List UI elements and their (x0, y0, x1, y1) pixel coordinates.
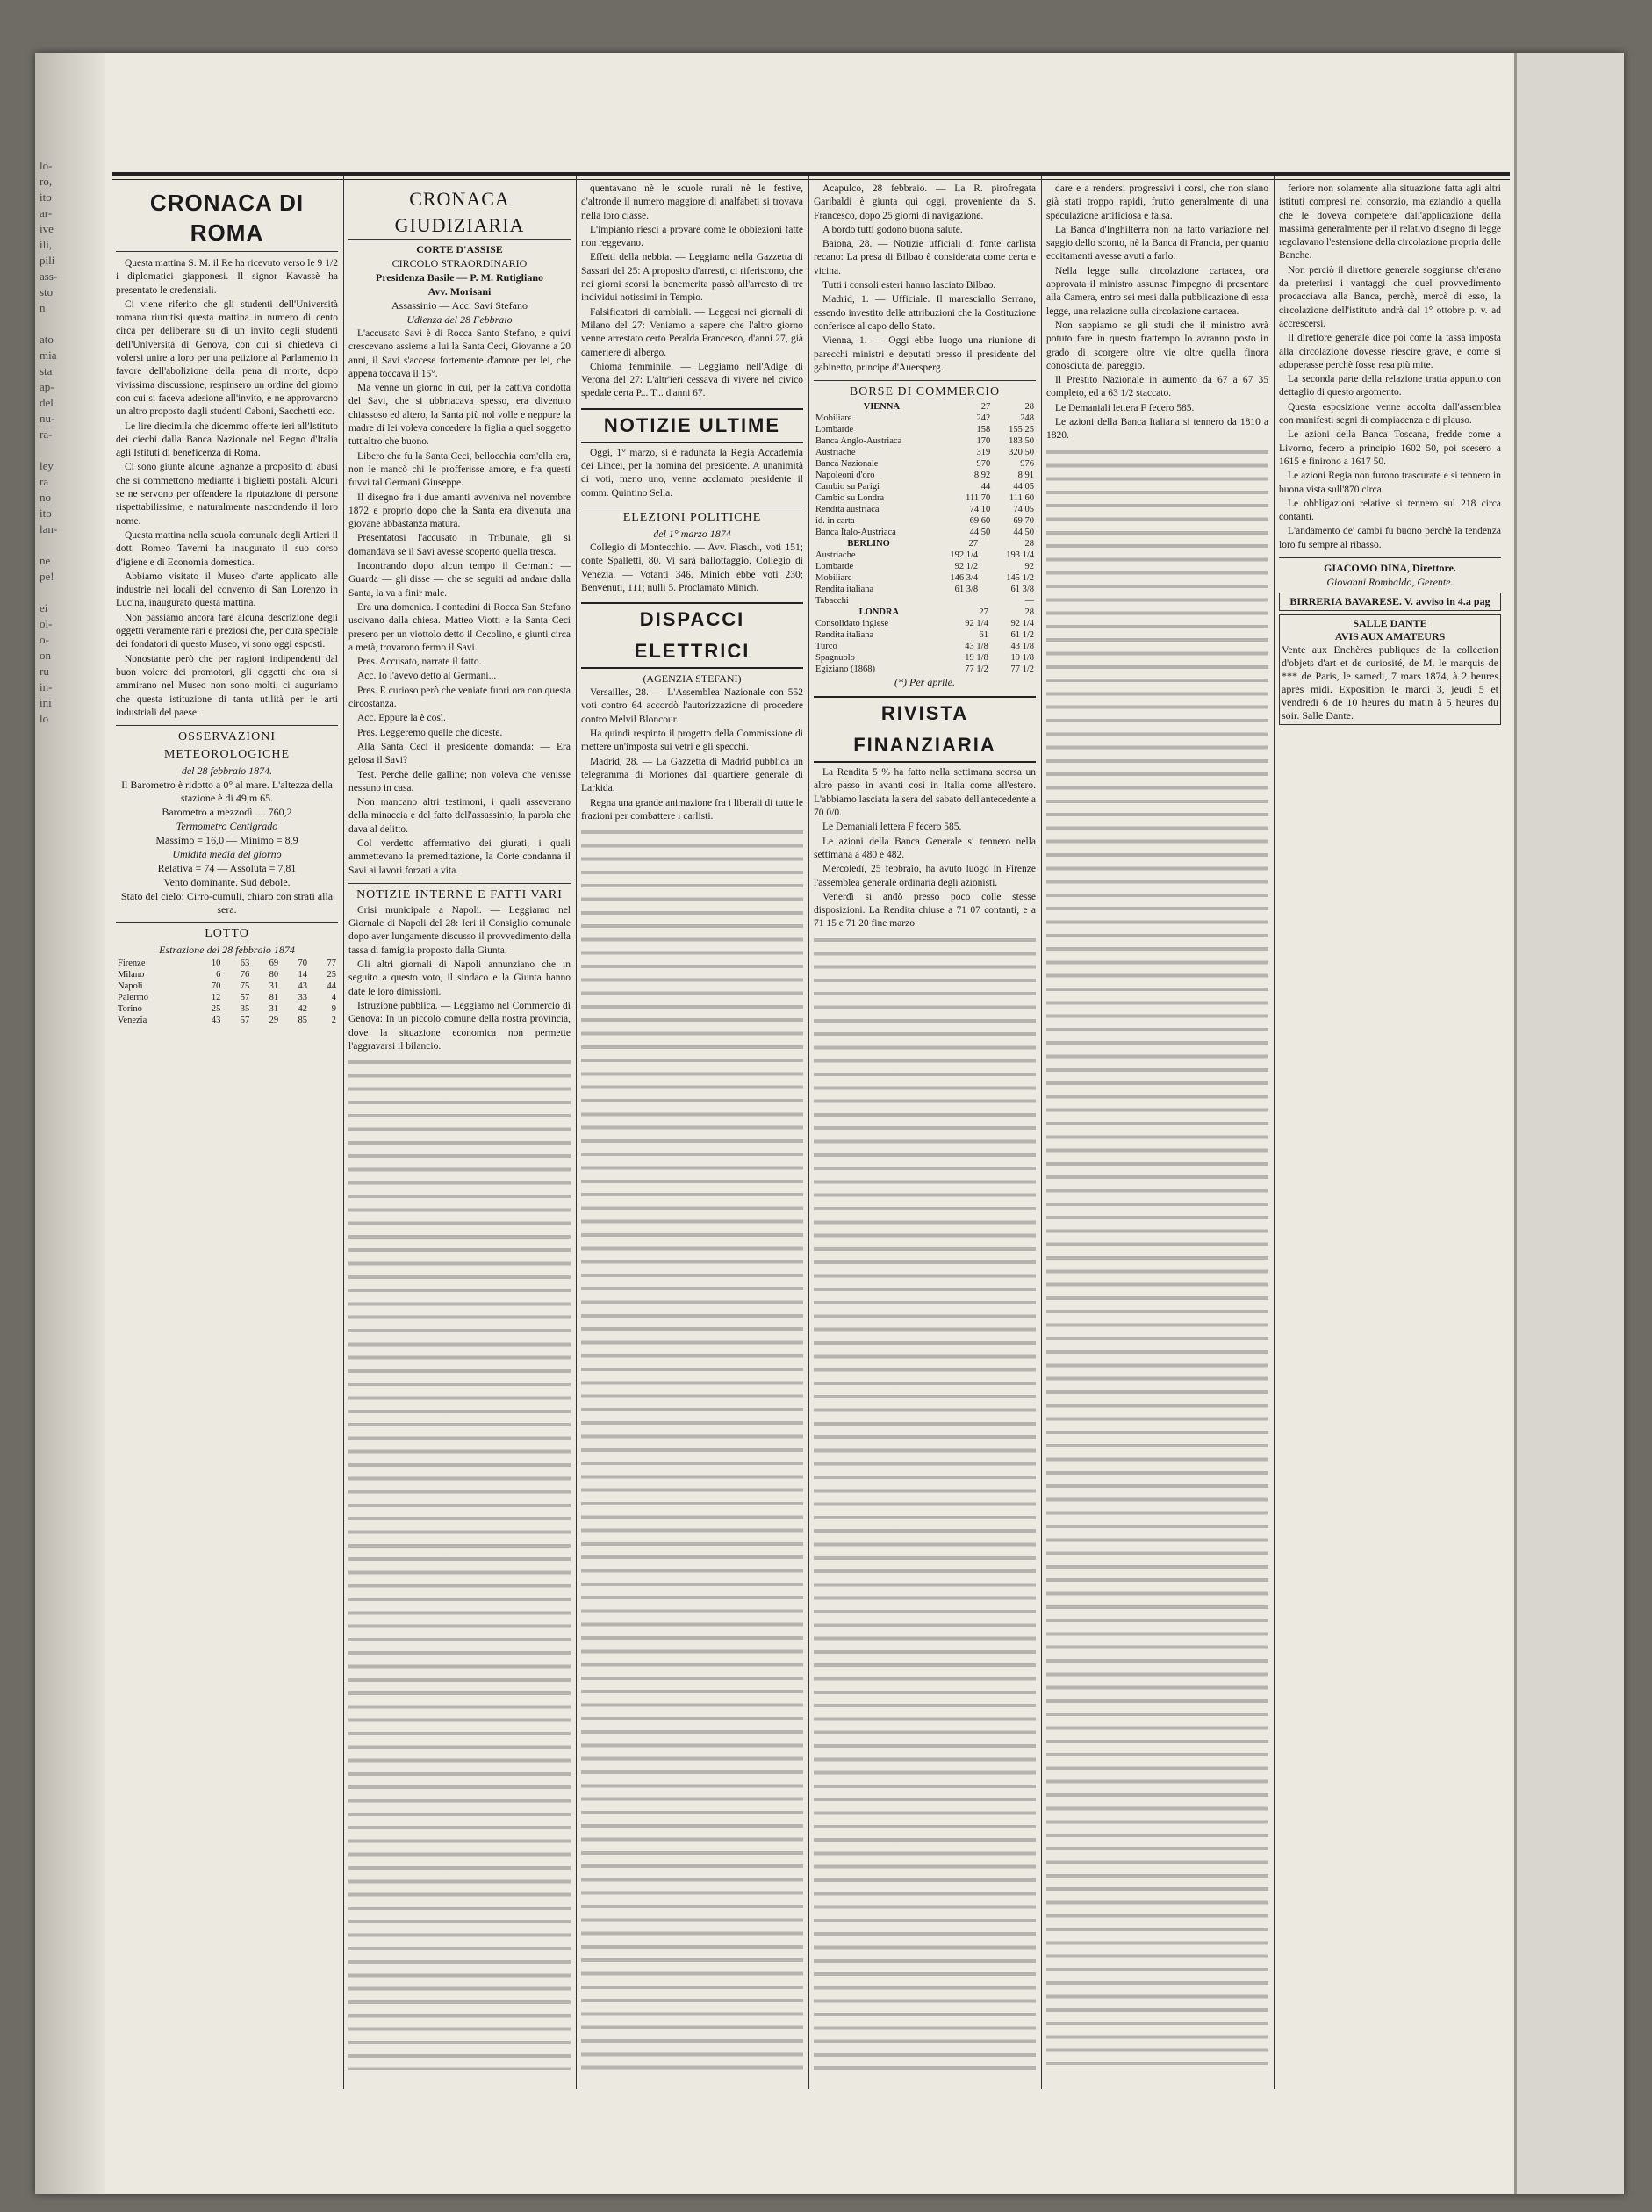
paragraph: Le azioni della Banca Generale si tennero nella settimana a 480 e 482. (814, 836, 1036, 860)
borsa-row (814, 629, 1036, 641)
margin-fragment: ass- (40, 269, 58, 283)
paragraph: Acapulco, 28 febbraio. — La R. pirofregata Garibaldi è giunta qui oggi, proveniente da S. Francesco, dopo 25 giorni di navigazione. (814, 183, 1036, 221)
paragraph: Madrid, 28. — La Gazzetta di Madrid pubblica un telegramma di Moriones dal quartiere generale di Larkida. (581, 756, 803, 794)
lotto-number: 63 (240, 959, 250, 969)
paragraph: Madrid, 1. — Ufficiale. Il maresciallo Serrano, essendo investito delle attribuzioni che la Costituzione conferisce al capo dello Stato. (814, 294, 1036, 332)
paragraph: La seconda parte della relazione tratta appunto con dettaglio di questo argomento. (1279, 374, 1501, 399)
borsa-header-cell: LONDRA (858, 607, 900, 618)
borsa-price: — (1024, 596, 1034, 607)
margin-fragment: ne (40, 554, 51, 567)
lotto-number: 42 (298, 1004, 308, 1015)
borsa-price: 69 60 (969, 516, 991, 527)
borsa-row (814, 584, 1036, 595)
borsa-price: 19 1/8 (1010, 653, 1034, 664)
column-divider (1041, 176, 1042, 2089)
manager-signature: Giovanni Rombaldo, Gerente. (1326, 576, 1454, 589)
rivista-finanziaria-title: RIVISTA FINANZIARIA (814, 696, 1036, 763)
column-news (581, 183, 803, 2070)
borsa-security: Lombarde (815, 425, 854, 435)
borsa-security: Cambio su Parigi (815, 482, 880, 492)
lotto-number: 77 (327, 959, 336, 969)
paragraph: Incontrando dopo alcun tempo il Germani: — Guarda — gli disse — che se seguiti ad andare dalla Santa, la va a finir male. (348, 561, 571, 599)
borsa-security: Napoleoni d'oro (815, 470, 875, 481)
paragraph: Versailles, 28. — L'Assemblea Nazionale con 552 voti contro 64 accordò l'autorizzazione di procedere contro Melvil Bloncour. (581, 687, 803, 725)
borsa-price: 77 1/2 (965, 664, 988, 675)
borsa-price: 44 50 (969, 528, 991, 538)
margin-fragment: ar- (40, 206, 53, 219)
paragraph: Pres. E curioso però che veniate fuori ora con questa circostanza. (348, 685, 571, 710)
lotto-number: 9 (331, 1004, 336, 1015)
paragraph: Col verdetto affermativo dei giurati, i quali ammettevano la premeditazione, la Corte condanna il Savi ai lavori forzati a vita. (348, 837, 571, 876)
paragraph: Le lire diecimila che dicemmo offerte ieri all'Istituto dei ciechi dalla Banca Nazionale nel Regno d'Italia agli Istituti di beneficenza di Roma. (116, 420, 338, 459)
paragraph: Falsificatori di cambiali. — Leggesi nei giornali di Milano del 27: Veniamo a sapere che l'altro giorno venne arrestato certo Peralda Francesco, d'anni 27, già cameriere di albergo. (581, 306, 803, 358)
paragraph: Pres. Leggeremo quelle che diceste. (357, 727, 503, 738)
borsa-security: Egiziano (1868) (815, 664, 875, 675)
margin-fragment: ili, (40, 238, 53, 251)
borsa-price: 183 50 (1009, 436, 1034, 447)
lotto-number: 70 (298, 959, 308, 969)
margin-fragment: ive (40, 222, 54, 235)
borsa-price: 8 92 (973, 470, 991, 481)
borsa-price: 61 (979, 630, 988, 641)
borsa-header-row (814, 607, 1036, 618)
borsa-security: Turco (815, 642, 837, 652)
borsa-price: 192 1/4 (950, 550, 979, 561)
paragraph: Questa esposizione venne accolta dall'assemblea con manifesti segni di compiacenza e di plauso. (1279, 401, 1501, 427)
lotto-city: Palermo (118, 993, 148, 1003)
margin-fragment: ru (40, 664, 49, 678)
borsa-row (814, 664, 1036, 675)
borsa-price: 43 1/8 (1010, 642, 1034, 652)
lotto-city: Venezia (118, 1016, 147, 1026)
paragraph: Questa mattina nella scuola comunale degli Artieri il dott. Romeo Taverni ha inaugurato il suo corso d'igiene e di Economia domestica. (116, 529, 338, 568)
lotto-number: 69 (269, 959, 279, 969)
lotto-number: 25 (327, 970, 336, 980)
lotto-number: 25 (211, 1004, 221, 1015)
margin-fragment: ol- (40, 617, 53, 630)
borsa-security: Lombarde (815, 562, 854, 572)
borsa-price: 8 91 (1017, 470, 1034, 481)
borsa-londra-table (814, 607, 1036, 675)
margin-fragment: ini (40, 696, 52, 709)
borsa-price: 44 50 (1013, 528, 1034, 538)
borsa-header-cell: 28 (1024, 607, 1034, 618)
paragraph: Venerdì si andò presso poco colle stesse disposizioni. La Rendita chiuse a 71 07 contanti, e a 71 15 e 71 20 fine marzo. (814, 891, 1036, 930)
margin-fragment: pe! (40, 570, 54, 583)
dispacci-agency: (AGENZIA STEFANI) (643, 672, 742, 686)
paragraph: Nella legge sulla circolazione cartacea, ora approvata il ministro assunse l'impegno di presentare alla Camera, entro sei mesi dalla pubblicazione di essa legge, una relazione sulla circolazione cartacea. (1046, 265, 1268, 317)
column-dispatches-borse (814, 183, 1036, 2070)
director-signature: GIACOMO DINA, Direttore. (1279, 557, 1501, 575)
text-lines (814, 932, 1036, 2070)
paragraph: Le Demaniali lettera F fecero 585. (1055, 402, 1195, 413)
court-circle: CIRCOLO STRAORDINARIO (391, 257, 528, 269)
court-presidency: Presidenza Basile — P. M. Rutigliano (375, 271, 543, 284)
paragraph: Gli altri giornali di Napoli annunziano che in seguito a questo voto, il sindaco e la Giunta hanno date le loro dimissioni. (348, 959, 571, 997)
paragraph: Le obbligazioni relative si tennero sul 218 circa contanti. (1279, 498, 1501, 523)
paragraph: Ma venne un giorno in cui, per la cattiva condotta del Savi, che si ubbriacava spesso, era divenuto chiassoso ed altero, la Santa più nol volle e neppure la madre di lei voleva concedere la figlia a quel soggetto tutt'altro che buono. (348, 383, 571, 448)
lotto-row (116, 1003, 338, 1015)
borsa-security: Banca Italo-Austriaca (815, 528, 896, 538)
borsa-header-row (814, 538, 1036, 549)
lotto-number: 80 (269, 970, 279, 980)
column-finance-continued (1046, 183, 1268, 2070)
paragraph: L'andamento de' cambi fu buono perchè la tendenza loro fu sempre al ribasso. (1279, 526, 1501, 550)
paragraph: Crisi municipale a Napoli. — Leggiamo nel Giornale di Napoli del 28: Ieri il Consiglio comunale dopo aver lungamente discusso il provvedimento della tassa di famiglia proposto dalla Giunta. (348, 904, 571, 956)
column-cronaca-giudiziaria (348, 183, 571, 2070)
borsa-security: Austriache (815, 550, 856, 561)
borsa-header-cell: 27 (968, 539, 979, 549)
paragraph: Chioma femminile. — Leggiamo nell'Adige di Verona del 27: L'altr'ieri cessava di vivere nel civico spedale certa P... T... d'anni 67. (581, 361, 803, 399)
margin-fragment: ito (40, 190, 52, 204)
paragraph: Tutti i consoli esteri hanno lasciato Bilbao. (822, 280, 996, 291)
lotto-number: 31 (269, 981, 279, 992)
borsa-row (814, 435, 1036, 447)
borsa-price: 44 05 (1013, 482, 1034, 492)
borsa-price: 92 (1024, 562, 1034, 572)
borsa-price: 61 3/8 (954, 585, 979, 595)
borsa-price: 61 3/8 (1010, 585, 1034, 595)
column-divider (808, 176, 809, 2089)
borsa-row (814, 504, 1036, 515)
lotto-number: 70 (211, 981, 221, 992)
paragraph: Ha quindi respinto il progetto della Commissione di mettere un'imposta sui vetri e gli specchi. (581, 729, 803, 753)
paragraph: Pres. Accusato, narrate il fatto. (357, 657, 482, 668)
borsa-price: 976 (1020, 459, 1034, 470)
paragraph: Mercoledì, 25 febbraio, ha avuto luogo in Firenze l'assemblea generale ordinaria degli azionisti. (814, 864, 1036, 888)
elezioni-title: ELEZIONI POLITICHE (581, 506, 803, 527)
column-divider (343, 176, 344, 2089)
margin-fragment: no (40, 491, 51, 504)
paragraph: Le azioni della Banca Toscana, fredde come a Livorno, fecero a principio 1602 50, poi scesero a 1615 e finirono a 1617 50. (1279, 429, 1501, 467)
lotto-number: 33 (298, 993, 308, 1003)
borsa-price: 146 3/4 (950, 573, 979, 584)
borsa-price: 92 1/2 (954, 562, 979, 572)
borsa-price: 242 (976, 413, 991, 424)
borsa-row (814, 549, 1036, 561)
borse-title: BORSE DI COMMERCIO (814, 380, 1036, 401)
elezioni-date: del 1° marzo 1874 (653, 527, 731, 540)
paragraph: Il direttore generale dice poi come la tassa imposta alla circolazione dovesse riescire grave, e come si adoperasse perchè fosse resa più mite. (1279, 333, 1501, 370)
paragraph: Le azioni della Banca Italiana si tennero da 1810 a 1820. (1046, 417, 1268, 442)
lotto-row (116, 992, 338, 1003)
borsa-price: 74 05 (1013, 505, 1034, 515)
meteo-title: OSSERVAZIONI METEOROLOGICHE (116, 725, 338, 764)
paragraph: A bordo tutti godono buona salute. (822, 224, 963, 235)
meteo-line: Termometro Centigrado (176, 820, 278, 833)
meteo-line: Stato del cielo: Cirro-cumuli, chiaro con strati alla sera. (120, 890, 334, 916)
margin-fragment: ley (40, 459, 54, 472)
borsa-price: 145 1/2 (1006, 573, 1034, 584)
lotto-city: Napoli (118, 981, 143, 992)
lotto-number: 2 (331, 1016, 336, 1026)
borsa-header-cell: BERLINO (847, 539, 890, 549)
paragraph: Le Demaniali lettera F fecero 585. (822, 822, 962, 833)
advert-subtitle: AVIS AUX AMATEURS (1334, 630, 1446, 643)
lotto-row (116, 980, 338, 992)
margin-fragment (40, 537, 101, 553)
section-title: CRONACA GIUDIZIARIA (348, 186, 571, 240)
lotto-number: 12 (211, 993, 221, 1003)
meteo-line: Vento dominante. Sud debole. (163, 876, 291, 889)
borsa-security: Consolidato inglese (815, 619, 889, 629)
borsa-price: 19 1/8 (965, 653, 988, 664)
paragraph: Alla Santa Ceci il presidente domanda: — Era gelosa il Savi? (348, 741, 571, 766)
borsa-row (814, 447, 1036, 458)
borsa-berlino-table (814, 538, 1036, 607)
lotto-number: 76 (240, 970, 250, 980)
lotto-number: 85 (298, 1016, 308, 1026)
lotto-row (116, 1015, 338, 1026)
borsa-security: Tabacchi (815, 596, 849, 607)
meteo-line: Massimo = 16,0 — Minimo = 8,9 (155, 834, 298, 847)
margin-fragment: pili (40, 254, 55, 267)
margin-fragment (40, 316, 101, 332)
borsa-price: 320 50 (1009, 448, 1034, 458)
margin-fragment: lo (40, 712, 49, 725)
borsa-row (814, 515, 1036, 527)
margin-fragment: lan- (40, 522, 58, 535)
borsa-header-cell: VIENNA (863, 402, 901, 413)
borsa-security: Cambio su Londra (815, 493, 885, 504)
lotto-number: 43 (298, 981, 308, 992)
lotto-number: 43 (211, 1016, 221, 1026)
text-lines (1046, 444, 1268, 2070)
advert-birreria: BIRRERIA BAVARESE. V. avviso in 4.a pag (1279, 592, 1501, 611)
advert-salle-dante (1279, 614, 1501, 725)
lotto-number: 14 (298, 970, 308, 980)
paragraph: Oggi, 1° marzo, si è radunata la Regia Accademia dei Lincei, per la nomina del presidente. A unanimità di voti, meno uno, venne acclamato presidente il comm. Quintino Sella. (581, 447, 803, 499)
margin-fragment: ro, (40, 175, 53, 188)
paragraph: Il Prestito Nazionale in aumento da 67 a 67 35 completo, ed a 63 1/2 staccato. (1046, 375, 1268, 399)
paragraph: Libero che fu la Santa Ceci, bellocchia com'ella era, non le mancò chi le profferisse amore, e fra questi fuvvi tal Germani Giuseppe. (348, 450, 571, 489)
margin-fragment: ra- (40, 427, 53, 441)
lotto-city: Firenze (118, 959, 146, 969)
borsa-row (814, 492, 1036, 504)
borsa-header-cell: 27 (979, 607, 988, 618)
margin-fragment: del (40, 396, 54, 409)
borsa-price: 69 70 (1013, 516, 1034, 527)
text-lines (581, 824, 803, 2070)
paragraph: quentavano nè le scuole rurali nè le festive, d'altronde il numero maggiore di analfabeti si trovava nella loro classe. (581, 183, 803, 221)
lotto-number: 75 (240, 981, 250, 992)
column-divider (576, 176, 577, 2089)
column-bank-report (1279, 183, 1501, 2070)
paragraph: Collegio di Montecchio. — Avv. Fiaschi, voti 151; conte Spalletti, 80. Vi sarà ballottaggio. Collegio di Venezia. — Votanti 346. Minich ebbe voti 230; Benvenuti, 111; nulli 5. Proclamato Minich. (581, 542, 803, 593)
court-lawyer: Avv. Morisani (427, 285, 492, 298)
paragraph: Nonostante però che per ragioni indipendenti dal buon volere dei promotori, gli oggetti che ora si ammirano nel Museo non sono molti, ci auguriamo che questa istituzione di tanta utilità per le arti industriali del paese. (116, 653, 338, 718)
borsa-price: 44 (980, 482, 991, 492)
margin-fragment: mia (40, 348, 57, 362)
meteo-date: del 28 febbraio 1874. (181, 765, 273, 778)
borsa-price: 111 70 (966, 493, 991, 504)
lotto-table (116, 958, 338, 1026)
margin-fragment: ato (40, 333, 54, 346)
court-hearing-date: Udienza del 28 Febbraio (406, 313, 513, 326)
margin-fragment: o- (40, 633, 49, 646)
notizie-ultime-title: NOTIZIE ULTIME (581, 408, 803, 443)
paragraph: Abbiamo visitato il Museo d'arte applicato alle industrie nei locali del convento di San Lorenzo in Lucina, inaugurato questa mattina. (116, 571, 338, 609)
lotto-city: Milano (118, 970, 145, 980)
paragraph: Non perciò il direttore generale soggiunse ch'erano da preterirsi i vantaggi che quel provvedimento procacciava alla Banca, perchè, mercè di esso, la circolazione dell'istituto andrà dal 1° ottobre p. v. ad accrescersi. (1279, 264, 1501, 329)
lotto-number: 35 (240, 1004, 250, 1015)
paragraph: L'impianto riescì a provare come le obbiezioni fatte non reggevano. (581, 224, 803, 249)
borsa-row (814, 652, 1036, 664)
paragraph: Non sappiamo se gli studi che il ministro avrà potuto fare in questo frattempo lo avranno posto in grado di scorgere oltre vie oltre quella finora conosciuta del pareggio. (1046, 320, 1268, 371)
lotto-row (116, 969, 338, 980)
borsa-header-cell: 27 (980, 402, 991, 413)
paragraph: Questa mattina S. M. il Re ha ricevuto verso le 9 1/2 i diplomatici giapponesi. Il signor Kavassè ha presentato le credenziali. (116, 258, 338, 296)
lotto-number: 57 (240, 993, 250, 1003)
meteo-line: Umidità media del giorno (172, 848, 282, 861)
margin-fragment: on (40, 649, 51, 662)
paragraph: Baiona, 28. — Notizie ufficiali di fonte carlista recano: La presa di Bilbao è considerata come certa e vicina. (814, 239, 1036, 276)
margin-fragment: ap- (40, 380, 54, 393)
borsa-row (814, 527, 1036, 538)
lotto-city: Torino (118, 1004, 142, 1015)
paragraph: Ci viene riferito che gli studenti dell'Università romana riunitisi questa mattina in numero di cento circa per deliberare su di un invito degli studenti dell'Università di Genova, con cui si chiedeva di volersi unire a loro per una petizione al Parlamento in favore dell'abolizione della pena di morte, dopo vivissima discussione, respinsero un ordine del giorno con cui si faceva adesione all'invito, e ne approvarono un altro proposto dagli studenti Caboni, Sacchetti ecc. (116, 298, 338, 418)
borsa-price: 970 (976, 459, 991, 470)
margin-fragment: sto (40, 285, 54, 298)
header-rule (112, 172, 1510, 176)
borsa-row (814, 561, 1036, 572)
advert-title: SALLE DANTE (1353, 617, 1427, 630)
margin-fragment: n (40, 301, 46, 314)
paragraph: Istruzione pubblica. — Leggiamo nel Commercio di Genova: In un piccolo comune della nostra provincia, dove la situazione economica non permette l'aggravarsi il bilancio. (348, 1000, 571, 1052)
borsa-row (814, 424, 1036, 435)
paragraph: L'accusato Savi è di Rocca Santo Stefano, e quivi crescevano assieme a lui la Santa Ceci, Giovanne a 20 anni, il Savi s'accese fortemente d'amore per lei, che appena toccava il 15°. (348, 328, 571, 379)
borsa-vienna-table (814, 401, 1036, 538)
column-divider (1274, 176, 1275, 2089)
margin-fragment (40, 585, 101, 600)
next-page-edge (1514, 53, 1624, 2194)
borsa-price: 170 (976, 436, 991, 447)
meteo-line: Barometro a mezzodì .... 760,2 (162, 806, 292, 819)
borsa-security: Banca Nazionale (815, 459, 879, 470)
borsa-price: 155 25 (1009, 425, 1034, 435)
lotto-number: 6 (216, 970, 221, 980)
borsa-price: 193 1/4 (1006, 550, 1034, 561)
margin-fragment: in- (40, 680, 53, 693)
borsa-price: 111 60 (1009, 493, 1034, 504)
borsa-security: Rendita italiana (815, 630, 874, 641)
borsa-security: Rendita austriaca (815, 505, 880, 515)
lotto-number: 31 (269, 1004, 279, 1015)
paragraph: Era una domenica. I contadini di Rocca San Stefano uscivano dalla chiesa. Matteo Viotti e la Santa Ceci presero per un viottolo detto il Cecolino, e giunti circa a metà, trovarono fermo il Savi. (348, 601, 571, 653)
paragraph: Effetti della nebbia. — Leggiamo nella Gazzetta di Sassari del 25: A proposito d'arresti, ci riferiscono, che nei giorni scorsi la benemerita passò all'arresto di tre individui notissimi in Tempio. (581, 252, 803, 304)
paragraph: La Banca d'Inghilterra non ha fatto variazione nel saggio dello sconto, nè la Banca di Francia, per quanto eccitamenti avesse avuti a farlo. (1046, 224, 1268, 262)
borsa-row (814, 595, 1036, 607)
paragraph: Acc. Eppure la è così. (357, 713, 446, 724)
margin-fragment: lo- (40, 159, 53, 172)
meteo-line: Relativa = 74 — Assoluta = 7,81 (157, 862, 297, 875)
borsa-price: 74 10 (969, 505, 991, 515)
paragraph: Non passiamo ancora fare alcuna descrizione degli oggetti veramente rari e preziosi che, per cura speciale dei fondatori di questo Museo, vi sono oggi esposti. (116, 612, 338, 650)
paragraph: Il disegno fra i due amanti avveniva nel novembre 1872 e proprio dopo che la Santa era divenuta una giovane abbastanza matura. (348, 492, 571, 530)
advert-text: Vente aux Enchères publiques de la collection d'objets d'art et de curiosité, de M. le marquis de *** de Paris, le samedi, 7 mars 1874, à 2 heures après midi. Exposition le mardi 3, jeudi 5 et vendredi 6 de 10 heures du matin à 5 heures du soir. Salle Dante. (1282, 643, 1498, 722)
dispacci-title: DISPACCI ELETTRICI (581, 602, 803, 669)
column-cronaca-di-roma (116, 183, 338, 2070)
borsa-price: 92 1/4 (965, 619, 988, 629)
paragraph: feriore non solamente alla situazione fatta agli altri istituti compresi nel consorzio, ma eziandio a quella che le doveva competere dall'applicazione della massima generalmente per il relativo disegno di legge regolavano l'estensione della circolazione propria delle Banche. (1279, 183, 1501, 262)
borsa-security: Spagnuolo (815, 653, 855, 664)
borsa-price: 43 1/8 (965, 642, 988, 652)
borsa-security: id. in carta (815, 516, 855, 527)
margin-fragment (40, 442, 101, 458)
borsa-row (814, 413, 1036, 424)
borsa-header-row (814, 401, 1036, 413)
margin-fragment: ito (40, 506, 52, 520)
lotto-date: Estrazione del 28 febbraio 1874 (159, 944, 295, 957)
paragraph: dare e a rendersi progressivi i corsi, che non siano già stati troppo rapidi, frutto generalmente di una speculazione artificiosa e falsa. (1046, 183, 1268, 221)
borsa-price (923, 595, 980, 607)
margin-fragment: ei (40, 601, 48, 614)
lotto-number: 57 (240, 1016, 250, 1026)
lotto-number: 44 (327, 981, 336, 992)
lotto-number: 4 (331, 993, 336, 1003)
lotto-number: 10 (211, 959, 221, 969)
paragraph: Ci sono giunte alcune lagnanze a proposito di abusi che si commettono mediante i biglietti postali. Alcuni se ne servono per offendere la riputazione di persone rispettabilissime, e naturalmente nascondendo il loro nome. (116, 462, 338, 527)
borsa-row (814, 481, 1036, 492)
lotto-number: 29 (269, 1016, 279, 1026)
borsa-header-cell: 28 (1024, 539, 1034, 549)
lotto-row (116, 958, 338, 969)
borsa-header-cell: 28 (1024, 402, 1034, 413)
section-title: CRONACA DI ROMA (116, 188, 338, 252)
borsa-security: Mobiliare (815, 573, 852, 584)
borsa-price: 61 1/2 (1010, 630, 1034, 641)
borsa-price: 319 (976, 448, 991, 458)
borsa-price: 77 1/2 (1010, 664, 1034, 675)
margin-fragment: ra (40, 475, 49, 488)
previous-page-margin (40, 158, 101, 2089)
paragraph: Regna una grande animazione fra i liberali di tutte le frazioni per combattere i carlisti. (581, 797, 803, 822)
borsa-price: 92 1/4 (1010, 619, 1034, 629)
notizie-interne-title: NOTIZIE INTERNE E FATTI VARI (348, 883, 571, 904)
paragraph: Le azioni Regia non furono trascurate e si tennero in buona vista sull'870 circa. (1279, 470, 1501, 495)
borsa-row (814, 572, 1036, 584)
lotto-number: 81 (269, 993, 279, 1003)
header-rule-thin (112, 179, 1510, 180)
paragraph: Acc. Io l'avevo detto al Germani... (357, 671, 497, 682)
borsa-row (814, 470, 1036, 481)
borsa-price: 248 (1020, 413, 1034, 424)
court-charge: Assassinio — Acc. Savi Stefano (391, 299, 528, 312)
court-heading: CORTE D'ASSISE (416, 243, 503, 255)
borse-footnote: (*) Per aprile. (894, 676, 955, 689)
paragraph: Non mancano altri testimoni, i quali asseverano della minaccia e del fatto dell'assassinio, la parola che dava al delitto. (348, 797, 571, 835)
borsa-price: 158 (976, 425, 991, 435)
borsa-row (814, 641, 1036, 652)
text-lines (348, 1054, 571, 2070)
meteo-line: Il Barometro è ridotto a 0° al mare. L'altezza della stazione è di 49,m 65. (121, 779, 333, 805)
paragraph: La Rendita 5 % ha fatto nella settimana scorsa un altro passo in avanti così in Italia come all'estero. L'abbiamo lasciata la sera del sabato dell'antecedente a 70 0/0. (814, 767, 1036, 819)
borsa-security: Banca Anglo-Austriaca (815, 436, 902, 447)
margin-fragment: nu- (40, 412, 55, 425)
borsa-security: Mobiliare (815, 413, 852, 424)
paragraph: Test. Perchè delle galline; non voleva che venisse nessuno in casa. (348, 769, 571, 794)
borsa-row (814, 458, 1036, 470)
lotto-title: LOTTO (116, 922, 338, 943)
paragraph: Presentatosi l'accusato in Tribunale, gli si domandava se il Savi avesse scoperto quella tresca. (348, 533, 571, 557)
borsa-security: Rendita italiana (815, 585, 874, 595)
margin-fragment: sta (40, 364, 53, 377)
paragraph: Vienna, 1. — Oggi ebbe luogo una riunione di parecchi ministri e deputati presso il presidente del gabinetto, principe d'Auersperg. (814, 335, 1036, 373)
borsa-row (814, 618, 1036, 629)
borsa-security: Austriache (815, 448, 856, 458)
